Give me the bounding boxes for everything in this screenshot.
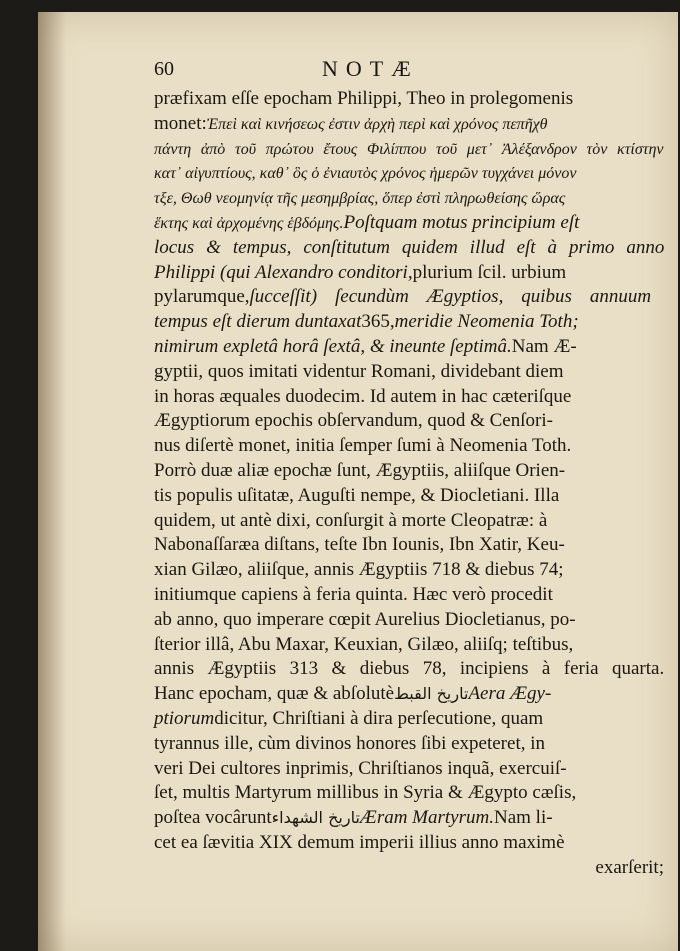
italic-text: Poſtquam motus principium eſt [343, 211, 580, 233]
text-line [154, 757, 664, 782]
roman-text: gyptii, quos imitati videntur Romani, dividebant diem [154, 360, 564, 382]
roman-text: præfixam eſſe epocham Philippi, Theo in prolegomenis [154, 88, 574, 109]
text-line [154, 781, 664, 806]
roman-text: tyrannus ille, cùm divinos honores ſibi expeteret, in [154, 732, 546, 754]
text-line [154, 682, 664, 707]
text-line [154, 459, 664, 484]
text-line [154, 533, 664, 558]
book-page [38, 12, 678, 951]
roman-text: pylarumque, [154, 286, 250, 308]
italic-text: nimirum expletâ horâ ſextâ, & ineunte ſeptimâ. [154, 335, 512, 357]
text-line [154, 434, 664, 459]
text-line [154, 707, 664, 732]
text-line [154, 335, 664, 360]
roman-text: Porrò duæ aliæ epochæ ſunt, Ægyptiis, aliiſque Orien- [154, 459, 566, 481]
text-line [154, 806, 664, 831]
roman-text: annis Ægyptiis 313 & diebus 78, incipiens à feria quarta. [154, 658, 665, 680]
text-line [154, 484, 664, 509]
arabic-term: تاريخ القبط [394, 684, 469, 704]
greek-text: ἕκτης καὶ ἀρχομένης ἑβδόμης. [154, 214, 344, 232]
text-line [154, 261, 664, 286]
text-line [154, 186, 664, 211]
italic-text: ſucceſſit) ſecundùm Ægyptios, quibus annuum [249, 286, 652, 308]
page-number: 60 [154, 58, 174, 80]
italic-text: Philippi (qui Alexandro conditori, [154, 261, 413, 283]
roman-text: ſet, multis Martyrum millibus in Syria & Ægypto cæſis, [154, 782, 577, 804]
text-line [154, 161, 664, 186]
roman-text: quidem, ut antè dixi, conſurgit à morte Cleopatræ: à [154, 509, 548, 531]
roman-text: Hanc epocham, quæ & abſolutè [154, 683, 395, 705]
text-line [154, 112, 664, 137]
text-line [154, 558, 664, 583]
text-line [154, 310, 664, 335]
text-line [154, 831, 664, 856]
text-line [154, 856, 664, 881]
roman-text: initiumque capiens à feria quinta. Hæc verò procedit [154, 583, 553, 605]
greek-text: τξε, Θωθ νεομηνίᾳ τῆς μεσημβρίας, ὅπερ ἐστὶ πληρωθείσης ὥρας [154, 190, 566, 208]
greek-text: κατ᾽ αἰγυπτίους, καθ᾽ ὃς ὁ ἐνιαυτὸς χρόνος ἡμερῶν τυγχάνει μόνον [154, 165, 577, 183]
page-gutter-shadow [38, 12, 66, 951]
text-line [154, 608, 664, 633]
arabic-term: تاريخ الشهداء [271, 808, 360, 828]
greek-text: πάντη ἀπὸ τοῦ πρώτου ἔτους Φιλίππου τοῦ μετ᾽ Ἀλέξανδρον τὸν κτίστην [154, 140, 664, 158]
page-header [154, 58, 664, 88]
italic-text: ptiorum [154, 707, 215, 729]
greek-text: Ἐπεὶ καὶ κινήσεως ἐστιν ἀρχὴ περὶ καὶ χρόνος πεπῆχθ [206, 115, 548, 133]
text-line [154, 657, 664, 682]
text-line [154, 633, 664, 658]
roman-text: tis populis uſitatæ, Auguſti nempe, & Diocletiani. Illa [154, 484, 560, 506]
roman-text: nus diſertè monet, initia ſemper ſumi à Neomenia Toth. [154, 435, 572, 457]
roman-text: poſtea vocârunt [154, 807, 272, 829]
running-title: NOTÆ [322, 56, 419, 81]
italic-text: Aera Ægy- [468, 683, 552, 705]
roman-text: xian Gilæo, aliiſque, annis Ægyptiis 718 & diebus 74; [154, 559, 564, 581]
roman-text: Nabonaſſaræa diſtans, teſte Ibn Iounis, Ibn Xatir, Keu- [154, 534, 565, 556]
roman-text: cet ea ſævitia XIX demum imperii illius anno maximè [154, 831, 565, 853]
text-line [154, 509, 664, 534]
italic-text: meridie Neomenia Toth; [394, 311, 579, 333]
italic-text: tempus eſt dierum duntaxat [154, 311, 362, 333]
text-line [154, 87, 664, 112]
roman-text: veri Dei cultores inprimis, Chriſtianos inquã, exercuiſ- [154, 757, 567, 779]
roman-text: 365, [361, 311, 395, 333]
roman-text: Ægyptiorum epochis obſervandum, quod & Cenſori- [154, 410, 553, 432]
text-line [154, 732, 664, 757]
roman-text: ſterior illâ, Abu Maxar, Keuxian, Gilæo, aliiſq; teſtibus, [154, 633, 574, 655]
roman-text: exarſerit; [595, 856, 664, 878]
text-line [154, 211, 664, 236]
text-line [154, 285, 664, 310]
roman-text: monet: [154, 112, 207, 134]
text-line [154, 236, 664, 261]
text-line [154, 385, 664, 410]
roman-text: in horas æquales duodecim. Id autem in hac cæteriſque [154, 385, 572, 407]
roman-text: plurium ſcil. urbium [412, 261, 567, 283]
italic-text: Æram Martyrum. [359, 807, 494, 829]
roman-text: Nam Æ- [511, 335, 577, 357]
roman-text: ab anno, quo imperare cœpit Aurelius Diocletianus, po- [154, 608, 576, 630]
text-line [154, 360, 664, 385]
text-line [154, 137, 664, 162]
italic-text: locus & tempus, conſtitutum quidem illud eſt à primo anno [154, 236, 665, 258]
body-text [154, 87, 664, 881]
text-line [154, 409, 664, 434]
text-line [154, 583, 664, 608]
roman-text: dicitur, Chriſtiani à dira perſecutione, quam [214, 707, 544, 729]
roman-text: Nam li- [493, 807, 553, 829]
